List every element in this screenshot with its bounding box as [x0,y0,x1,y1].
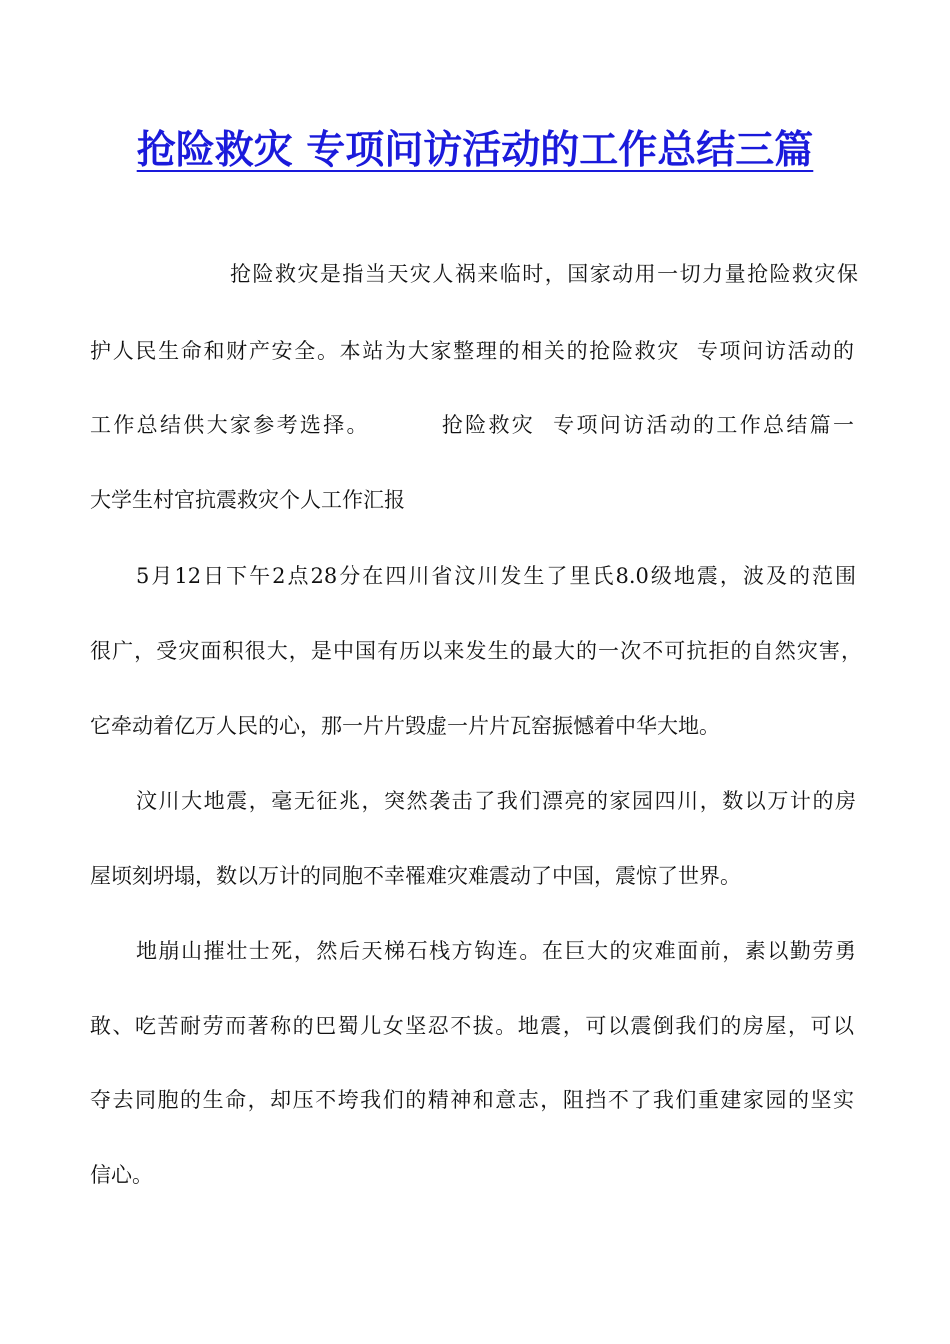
body-line-4: 大学生村官抗震救灾个人工作汇报 [90,488,405,512]
body-line-9: 屋顷刻坍塌，数以万计的同胞不幸罹难灾难震动了中国，震惊了世界。 [90,864,741,888]
body-line-11: 敢、吃苦耐劳而著称的巴蜀儿女坚忍不拔。地震，可以震倒我们的房屋，可以 [90,1014,854,1038]
document-title[interactable]: 抢险救灾 专项问访活动的工作总结三篇 [136,127,814,173]
body-line-2: 护人民生命和财产安全。本站为大家整理的相关的抢险救灾 专项问访活动的 [90,339,854,363]
body-line-7: 它牵动着亿万人民的心，那一片片毁虚一片片瓦窑振憾着中华大地。 [90,714,720,738]
body-line-3: 工作总结供大家参考选择。 抢险救灾 专项问访活动的工作总结篇一 [90,413,854,437]
body-line-13: 信心。 [90,1163,153,1187]
body-line-5: 5月12日下午2点28分在四川省汶川发生了里氏8.0级地震，波及的范围 [136,564,856,588]
body-line-1: 抢险救灾是指当天灾人祸来临时，国家动用一切力量抢险救灾保 [230,262,858,286]
body-line-12: 夺去同胞的生命，却压不垮我们的精神和意志，阻挡不了我们重建家园的坚实 [90,1088,854,1112]
body-line-10: 地崩山摧壮士死，然后天梯石栈方钩连。在巨大的灾难面前，素以勤劳勇 [136,939,856,963]
body-line-6: 很广，受灾面积很大，是中国有历以来发生的最大的一次不可抗拒的自然灾害， [90,639,862,663]
body-line-8: 汶川大地震，毫无征兆，突然袭击了我们漂亮的家园四川，数以万计的房 [136,789,856,813]
